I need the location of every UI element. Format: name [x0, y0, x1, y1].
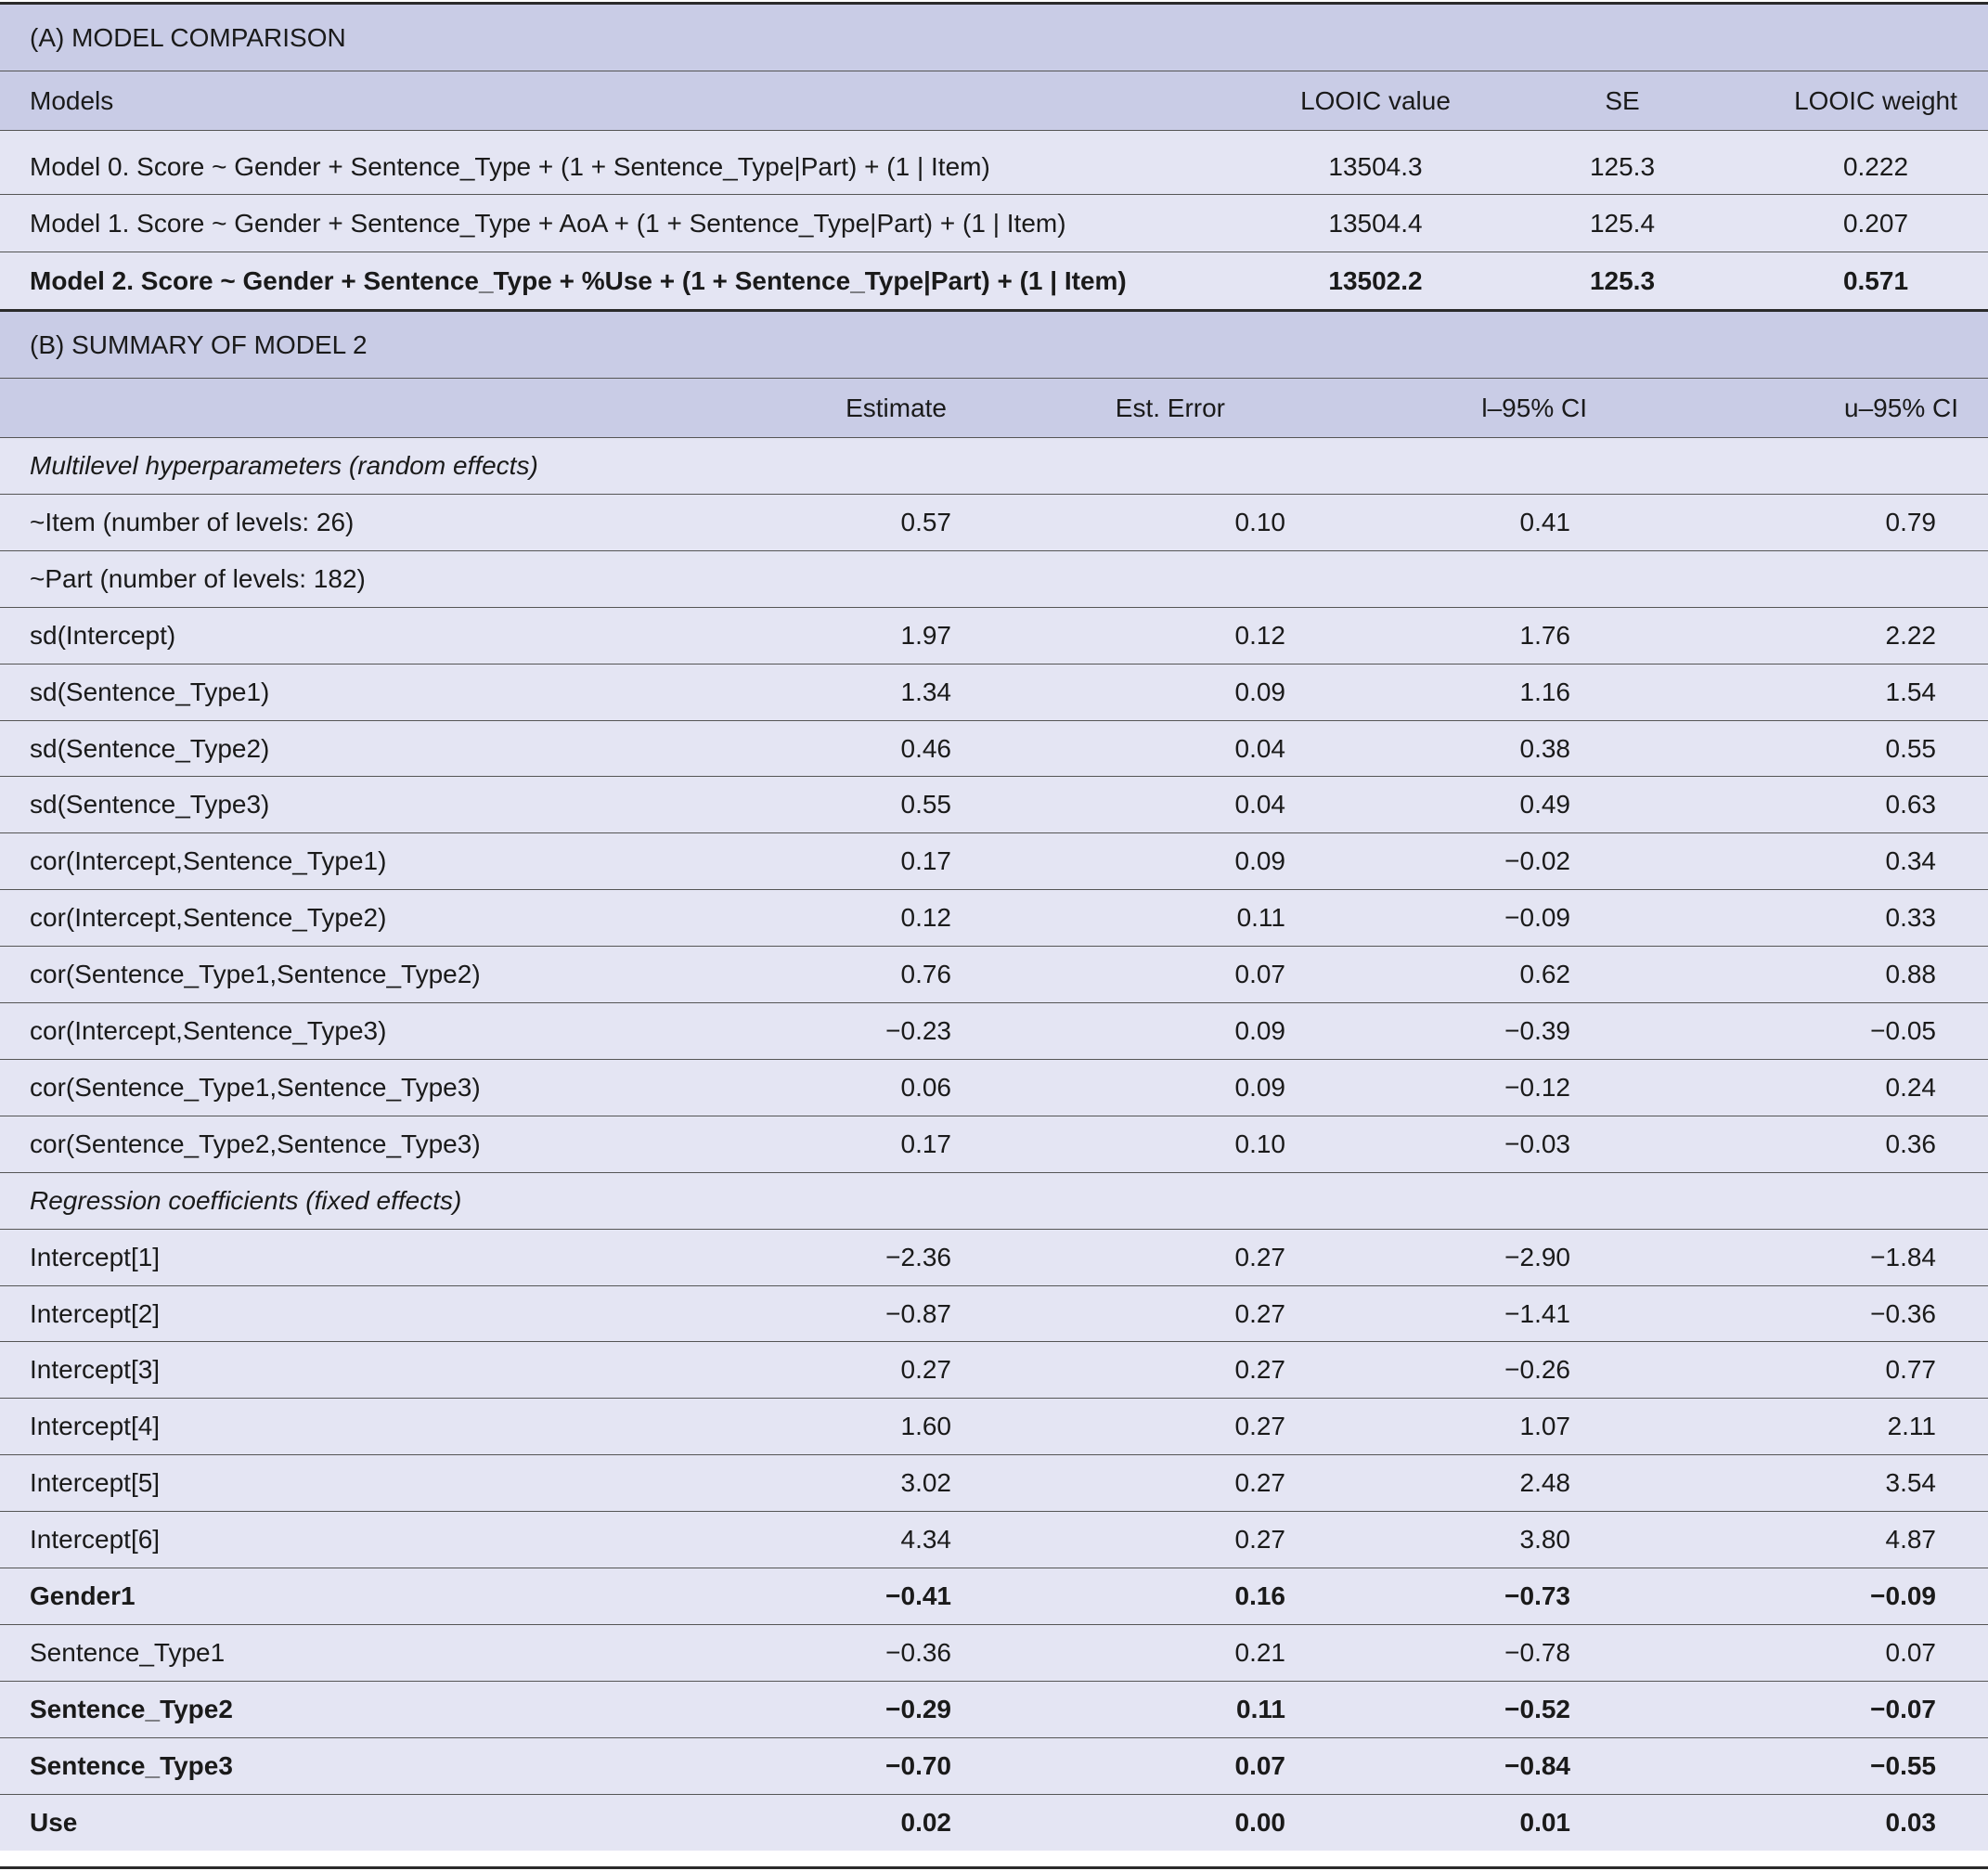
table-row	[0, 1625, 1988, 1681]
upper-ci-value: 2.22	[1885, 621, 1936, 650]
lower-ci-value: −0.78	[1504, 1638, 1570, 1667]
parameter-name: cor(Intercept,Sentence_Type1)	[30, 846, 387, 875]
estimate-value: −0.87	[885, 1298, 951, 1328]
lower-ci-value: −2.90	[1504, 1243, 1570, 1271]
col-se: SE	[1605, 85, 1640, 115]
lower-ci-value: −0.03	[1504, 1129, 1570, 1158]
col-looic-weight: LOOIC weight	[1794, 85, 1957, 115]
looic-weight: 0.222	[1842, 151, 1909, 181]
parameter-name: cor(Sentence_Type1,Sentence_Type2)	[30, 960, 481, 988]
section-a-title: (A) MODEL COMPARISON	[30, 23, 346, 52]
lower-ci-value: 1.07	[1519, 1412, 1570, 1440]
table-row	[0, 252, 1988, 309]
upper-ci-value: 0.79	[1885, 508, 1936, 536]
estimate-value: −0.41	[885, 1581, 951, 1610]
table-row	[0, 1682, 1988, 1737]
group-label: Regression coefficients (fixed effects)	[30, 1186, 462, 1215]
group-label-row	[0, 1173, 1988, 1229]
table-row	[0, 1568, 1988, 1624]
group-label: ~Part (number of levels: 182)	[30, 564, 366, 593]
estimate-value: −0.70	[885, 1751, 951, 1780]
est-error-value: 0.12	[1234, 621, 1285, 650]
table-row	[0, 1342, 1988, 1398]
estimate-value: 1.34	[900, 677, 951, 706]
estimate-value: 1.60	[900, 1412, 951, 1440]
model-formula: Model 2. Score ~ Gender + Sentence_Type + %Use + (1 + Sentence_Type|Part) + (1 | Item)	[30, 265, 1127, 295]
upper-ci-value: 4.87	[1885, 1525, 1936, 1554]
estimate-value: 0.02	[900, 1808, 951, 1837]
upper-ci-value: 1.54	[1885, 677, 1936, 706]
table-row	[0, 608, 1988, 664]
bottom-rule	[0, 1866, 1988, 1869]
parameter-name: Intercept[1]	[30, 1243, 161, 1271]
se-value: 125.3	[1589, 265, 1656, 295]
estimate-value: 0.57	[900, 508, 951, 536]
estimate-value: 0.76	[900, 960, 951, 988]
section-b-title: (B) SUMMARY OF MODEL 2	[30, 329, 368, 359]
upper-ci-value: −0.05	[1870, 1016, 1936, 1045]
table-row	[0, 1230, 1988, 1285]
parameter-name: Intercept[5]	[30, 1468, 161, 1497]
est-error-value: 0.27	[1234, 1468, 1285, 1497]
est-error-value: 0.11	[1236, 1695, 1285, 1723]
table-row	[0, 1455, 1988, 1511]
upper-ci-value: −0.07	[1870, 1695, 1936, 1723]
model-formula: Model 0. Score ~ Gender + Sentence_Type + (1 + Sentence_Type|Part) + (1 | Item)	[30, 151, 990, 181]
upper-ci-value: 0.33	[1885, 903, 1936, 932]
lower-ci-value: −0.26	[1504, 1355, 1570, 1384]
se-value: 125.3	[1589, 151, 1656, 181]
lower-ci-value: −0.84	[1504, 1751, 1570, 1780]
parameter-name: Intercept[2]	[30, 1298, 161, 1328]
upper-ci-value: 0.88	[1885, 960, 1936, 988]
parameter-name: Intercept[6]	[30, 1525, 161, 1554]
lower-ci-value: −0.73	[1504, 1581, 1570, 1610]
upper-ci-value: −0.09	[1870, 1581, 1936, 1610]
table-row	[0, 1286, 1988, 1341]
col-lower-ci: l–95% CI	[1481, 393, 1587, 422]
est-error-value: 0.04	[1234, 733, 1285, 763]
looic-weight: 0.571	[1842, 265, 1909, 295]
lower-ci-value: −1.41	[1504, 1298, 1570, 1328]
lower-ci-value: −0.12	[1504, 1073, 1570, 1102]
parameter-name: Intercept[3]	[30, 1355, 161, 1384]
lower-ci-value: 0.49	[1519, 790, 1570, 819]
table-row	[0, 195, 1988, 252]
col-upper-ci: u–95% CI	[1844, 393, 1958, 422]
col-estimate: Estimate	[846, 393, 947, 422]
upper-ci-value: 0.34	[1885, 846, 1936, 875]
upper-ci-value: 0.36	[1885, 1129, 1936, 1158]
section-b-column-headers	[0, 379, 1988, 437]
table-row	[0, 1512, 1988, 1568]
est-error-value: 0.09	[1234, 1073, 1285, 1102]
parameter-name: Sentence_Type3	[30, 1751, 233, 1780]
table-row	[0, 495, 1988, 550]
table-row	[0, 777, 1988, 832]
group-label-row	[0, 438, 1988, 494]
upper-ci-value: 0.03	[1885, 1808, 1936, 1837]
parameter-name: sd(Sentence_Type1)	[30, 677, 270, 706]
parameter-name: Sentence_Type2	[30, 1695, 233, 1723]
est-error-value: 0.00	[1234, 1808, 1285, 1837]
est-error-value: 0.27	[1234, 1298, 1285, 1328]
est-error-value: 0.27	[1234, 1355, 1285, 1384]
looic-weight: 0.207	[1842, 208, 1909, 238]
group-label-row	[0, 551, 1988, 607]
parameter-name: cor(Intercept,Sentence_Type3)	[30, 1016, 387, 1045]
upper-ci-value: 0.77	[1885, 1355, 1936, 1384]
est-error-value: 0.27	[1234, 1412, 1285, 1440]
estimate-value: 0.46	[900, 733, 951, 763]
est-error-value: 0.16	[1234, 1581, 1285, 1610]
estimate-value: 0.17	[900, 846, 951, 875]
group-label: Multilevel hyperparameters (random effects)	[30, 451, 538, 480]
est-error-value: 0.10	[1234, 1129, 1285, 1158]
lower-ci-value: −0.09	[1504, 903, 1570, 932]
col-models: Models	[30, 85, 114, 115]
est-error-value: 0.09	[1234, 677, 1285, 706]
estimate-value: 4.34	[900, 1525, 951, 1554]
est-error-value: 0.27	[1234, 1243, 1285, 1271]
parameter-name: Intercept[4]	[30, 1412, 161, 1440]
upper-ci-value: 0.24	[1885, 1073, 1936, 1102]
section-a-column-headers	[0, 71, 1988, 130]
est-error-value: 0.10	[1234, 508, 1285, 536]
looic-value: 13504.3	[1328, 151, 1423, 181]
estimate-value: 0.06	[900, 1073, 951, 1102]
upper-ci-value: 3.54	[1885, 1468, 1936, 1497]
table-row	[0, 721, 1988, 776]
parameter-name: Sentence_Type1	[30, 1638, 226, 1667]
upper-ci-value: −1.84	[1870, 1243, 1936, 1271]
upper-ci-value: 0.63	[1885, 790, 1936, 819]
parameter-name: sd(Sentence_Type3)	[30, 790, 270, 819]
estimate-value: 0.27	[900, 1355, 951, 1384]
section-b-header	[0, 312, 1988, 378]
parameter-name: cor(Sentence_Type1,Sentence_Type3)	[30, 1073, 481, 1102]
estimate-value: 1.97	[900, 621, 951, 650]
est-error-value: 0.27	[1234, 1525, 1285, 1554]
table-row	[0, 947, 1988, 1002]
upper-ci-value: 2.11	[1887, 1412, 1936, 1440]
upper-ci-value: −0.36	[1870, 1298, 1936, 1328]
est-error-value: 0.09	[1234, 846, 1285, 875]
lower-ci-value: −0.02	[1504, 846, 1570, 875]
se-value: 125.4	[1589, 208, 1656, 238]
lower-ci-value: 1.16	[1519, 677, 1570, 706]
lower-ci-value: 1.76	[1519, 621, 1570, 650]
lower-ci-value: 0.38	[1519, 733, 1570, 763]
spacer	[0, 131, 1988, 138]
table-row	[0, 138, 1988, 195]
estimate-value: 0.55	[900, 790, 951, 819]
table-row	[0, 890, 1988, 946]
looic-value: 13504.4	[1328, 208, 1423, 238]
est-error-value: 0.07	[1234, 1751, 1285, 1780]
parameter-name: ~Item (number of levels: 26)	[30, 508, 355, 536]
upper-ci-value: 0.55	[1885, 733, 1936, 763]
table-row	[0, 1060, 1988, 1116]
looic-value: 13502.2	[1328, 265, 1423, 295]
lower-ci-value: 0.41	[1519, 508, 1570, 536]
upper-ci-value: −0.55	[1870, 1751, 1936, 1780]
est-error-value: 0.21	[1234, 1638, 1285, 1667]
est-error-value: 0.09	[1234, 1016, 1285, 1045]
estimate-value: −0.29	[885, 1695, 951, 1723]
table-row	[0, 1795, 1988, 1851]
parameter-name: sd(Sentence_Type2)	[30, 733, 270, 763]
estimate-value: 0.12	[900, 903, 951, 932]
est-error-value: 0.11	[1236, 903, 1285, 932]
model-formula: Model 1. Score ~ Gender + Sentence_Type + AoA + (1 + Sentence_Type|Part) + (1 | Item)	[30, 208, 1066, 238]
estimate-value: −2.36	[885, 1243, 951, 1271]
parameter-name: Use	[30, 1808, 78, 1837]
lower-ci-value: −0.39	[1504, 1016, 1570, 1045]
estimate-value: −0.36	[885, 1638, 951, 1667]
table-row	[0, 833, 1988, 889]
lower-ci-value: 3.80	[1519, 1525, 1570, 1554]
est-error-value: 0.07	[1234, 960, 1285, 988]
est-error-value: 0.04	[1234, 790, 1285, 819]
table-row	[0, 1003, 1988, 1059]
col-est-error: Est. Error	[1115, 393, 1225, 422]
estimate-value: −0.23	[885, 1016, 951, 1045]
table-row	[0, 1399, 1988, 1454]
parameter-name: sd(Intercept)	[30, 621, 176, 650]
lower-ci-value: 2.48	[1519, 1468, 1570, 1497]
parameter-name: Gender1	[30, 1581, 136, 1610]
lower-ci-value: 0.01	[1519, 1808, 1570, 1837]
lower-ci-value: 0.62	[1519, 960, 1570, 988]
upper-ci-value: 0.07	[1885, 1638, 1936, 1667]
parameter-name: cor(Sentence_Type2,Sentence_Type3)	[30, 1129, 481, 1158]
parameter-name: cor(Intercept,Sentence_Type2)	[30, 903, 387, 932]
lower-ci-value: −0.52	[1504, 1695, 1570, 1723]
section-a-header	[0, 5, 1988, 71]
estimate-value: 3.02	[900, 1468, 951, 1497]
table-row	[0, 1116, 1988, 1172]
estimate-value: 0.17	[900, 1129, 951, 1158]
table-row	[0, 665, 1988, 720]
table-row	[0, 1738, 1988, 1794]
col-looic-value: LOOIC value	[1300, 85, 1451, 115]
